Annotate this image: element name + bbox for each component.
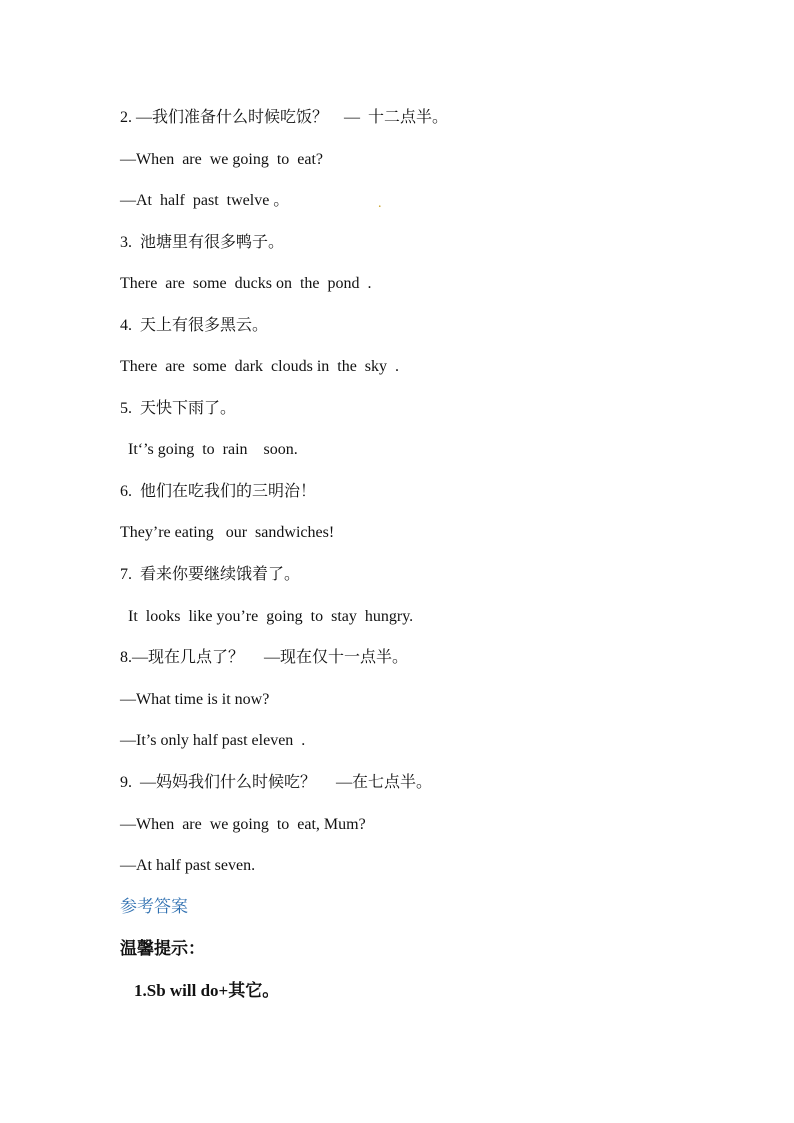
stray-mark: . — [378, 196, 382, 211]
q6-english: They’re eating our sandwiches! — [120, 524, 335, 541]
q9-english-answer: —At half past seven. — [120, 857, 256, 874]
q9-english-question: —When are we going to eat, Mum? — [120, 816, 366, 833]
q4-chinese: 4. 天上有很多黑云。 — [120, 317, 269, 334]
q2-chinese: 2. —我们准备什么时候吃饭？ — 十二点半。 — [120, 109, 449, 126]
q8-english-question: —What time is it now? — [120, 691, 270, 708]
answer-heading: 参考答案 — [120, 897, 188, 916]
q7-chinese: 7. 看来你要继续饿着了。 — [120, 566, 301, 583]
tip-heading: 温馨提示： — [120, 939, 205, 958]
q6-chinese: 6. 他们在吃我们的三明治！ — [120, 483, 317, 500]
q7-english: It looks like you’re going to stay hungry. — [128, 608, 414, 625]
q2-english-question: —When are we going to eat? — [120, 151, 324, 168]
q2-english-answer: —At half past twelve 。 — [120, 192, 290, 209]
q9-chinese: 9. —妈妈我们什么时候吃？ —在七点半。 — [120, 774, 433, 791]
q5-chinese: 5. 天快下雨了。 — [120, 400, 237, 417]
tip-item-1: 1.Sb will do+其它。 — [134, 981, 280, 1000]
q8-english-answer: —It’s only half past eleven . — [120, 732, 306, 749]
q3-english: There are some ducks on the pond . — [120, 275, 372, 292]
q3-chinese: 3. 池塘里有很多鸭子。 — [120, 234, 285, 251]
q5-english: It‘’s going to rain soon. — [128, 441, 298, 458]
q8-chinese: 8.—现在几点了？ —现在仅十一点半。 — [120, 649, 409, 666]
q4-english: There are some dark clouds in the sky . — [120, 358, 400, 375]
